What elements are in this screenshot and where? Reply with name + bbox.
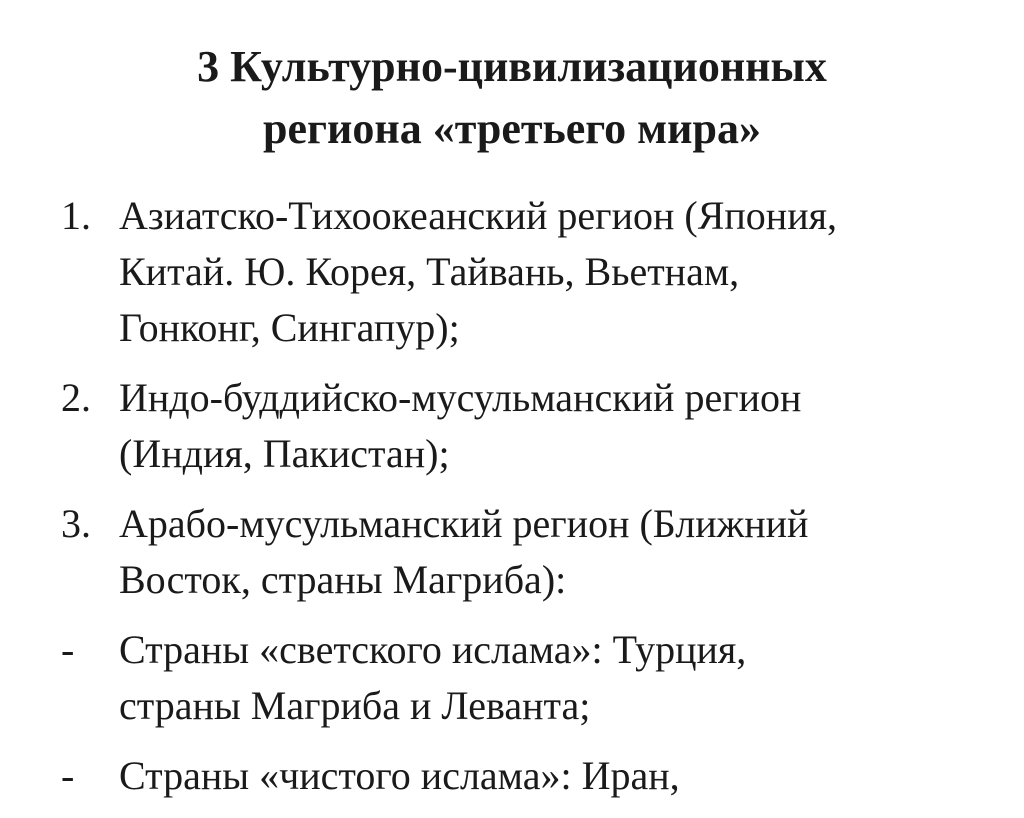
list-item-marker: 3.	[61, 501, 91, 546]
list-item-line: Восток, страны Магриба):	[119, 557, 567, 602]
list-item-text	[119, 370, 1024, 482]
slide-title	[60, 36, 964, 160]
list-item-line: Индо-буддийско-мусульманский регион	[119, 375, 802, 420]
list-item-line: Арабо-мусульманский регион (Ближний	[119, 501, 809, 546]
list-item-marker: -	[61, 627, 75, 672]
region-list	[0, 188, 1024, 818]
list-item-line: Гонконг, Сингапур);	[119, 305, 460, 350]
slide-title-line: 3 Культурно-цивилизационных	[197, 42, 827, 91]
list-item-text	[119, 622, 1024, 734]
list-item-line: Страны «чистого ислама»: Иран,	[119, 753, 680, 798]
list-item-line: Азиатско-Тихоокеанский регион (Япония,	[119, 193, 838, 238]
list-item	[0, 622, 1024, 734]
list-item-line: Китай. Ю. Корея, Тайвань, Вьетнам,	[119, 249, 740, 294]
list-item-text	[119, 748, 1024, 804]
list-item-text	[119, 496, 1024, 608]
list-item	[0, 370, 1024, 482]
list-item-text	[119, 188, 1024, 356]
list-item-line: (Индия, Пакистан);	[119, 431, 450, 476]
list-item-line: Страны «светского ислама»: Турция,	[119, 627, 747, 672]
list-item	[0, 748, 1024, 804]
list-item-line: страны Магриба и Леванта;	[119, 683, 591, 728]
list-item-marker: -	[61, 753, 75, 798]
list-item-marker: 2.	[61, 375, 91, 420]
list-item	[0, 496, 1024, 608]
list-item-marker: 1.	[61, 193, 91, 238]
slide-title-line: региона «третьего мира»	[263, 104, 761, 153]
list-item	[0, 188, 1024, 356]
